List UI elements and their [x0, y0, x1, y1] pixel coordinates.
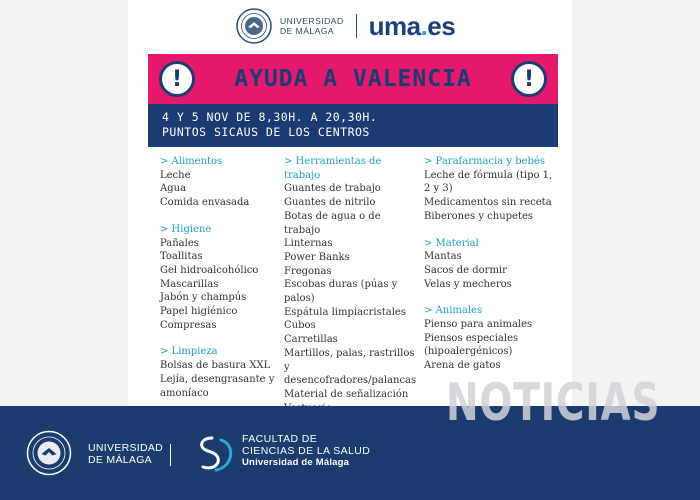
- category-title: > Limpieza: [160, 346, 218, 358]
- announcement-poster: [128, 0, 572, 410]
- alert-icon: !: [511, 61, 547, 97]
- list-item: Pienso para animales: [424, 319, 533, 331]
- list-item: Mantas: [424, 251, 462, 263]
- footer-divider: [170, 444, 171, 466]
- uma-logo-name: uma: [368, 10, 421, 41]
- footer-university-line2: DE MÁLAGA: [88, 454, 152, 466]
- list-item: Biberones y chupetes: [424, 210, 534, 222]
- list-item: Comida envasada: [160, 197, 250, 209]
- list-item: Lejía, desengrasante y: [160, 373, 275, 385]
- list-item: Piensos especiales: [424, 332, 519, 344]
- headline-title: AYUDA A VALENCIA: [234, 66, 472, 92]
- list-item: Bolsas de basura XXL: [160, 360, 271, 372]
- category-title: > Higiene: [160, 223, 212, 235]
- category-title: > Animales: [424, 305, 483, 317]
- list-item: Guantes de trabajo: [284, 183, 381, 195]
- list-item: amoníaco: [160, 387, 209, 399]
- university-name-line1: UNIVERSIDAD: [280, 16, 344, 26]
- faculty-name-line3: Universidad de Málaga: [242, 457, 350, 468]
- category-title: > Material: [424, 237, 479, 249]
- category-parafarmacia: [424, 155, 554, 224]
- list-item: Agua: [160, 183, 187, 195]
- schedule-location: PUNTOS SICAUS DE LOS CENTROS: [162, 125, 370, 139]
- uma-logo-dot: .: [420, 10, 428, 41]
- university-name-line2: DE MÁLAGA: [280, 26, 335, 36]
- university-seal-icon: [236, 8, 272, 44]
- category-title: > Herramientas de trabajo: [284, 156, 382, 181]
- category-alimentos: [160, 155, 280, 210]
- category-material: [424, 237, 554, 292]
- list-item: Material de señalización: [284, 388, 409, 400]
- schedule-banner: [148, 104, 558, 147]
- category-higiene: [160, 223, 280, 333]
- list-item: Gel hidroalcohólico: [160, 264, 259, 276]
- schedule-dates: 4 Y 5 NOV DE 8,30H. A 20,30H.: [162, 110, 378, 124]
- list-column: [284, 155, 419, 442]
- list-item: Papel higiénico: [160, 306, 238, 318]
- list-item: Leche: [160, 169, 191, 181]
- list-item: Power Banks: [284, 251, 350, 263]
- list-item: Compresas: [160, 319, 217, 331]
- list-item: Medicamentos sin receta: [424, 197, 552, 209]
- list-item: desencofradores/palancas: [284, 375, 417, 387]
- uma-logo-tld: es: [427, 10, 456, 41]
- list-item: Martillos, palas, rastrillos y: [284, 347, 415, 373]
- list-item: Jabón y champús: [160, 292, 247, 304]
- list-item: Velas y mecheros: [424, 278, 512, 290]
- list-item: Sacos de dormir: [424, 264, 507, 276]
- list-item: Cubos: [284, 320, 316, 332]
- list-item: Pañales: [160, 237, 199, 249]
- category-limpieza: [160, 345, 280, 400]
- faculty-name-line1: FACULTAD DE: [242, 433, 318, 445]
- footer-university-line1: UNIVERSIDAD: [88, 442, 164, 454]
- alert-icon: !: [159, 61, 195, 97]
- list-item: Botas de agua o de trabajo: [284, 210, 381, 236]
- list-column: [160, 155, 280, 413]
- category-animales: [424, 304, 554, 373]
- university-seal-icon: [26, 430, 72, 476]
- faculty-name-line2: CIENCIAS DE LA SALUD: [242, 445, 371, 457]
- list-item: Mascarillas: [160, 278, 219, 290]
- list-item: Fregonas: [284, 265, 332, 277]
- faculty-name: [242, 433, 370, 469]
- list-item: Linternas: [284, 238, 333, 250]
- poster-brand-header: [236, 6, 455, 46]
- list-item: (hipoalergénicos): [424, 346, 513, 358]
- footer-university-name: [88, 442, 163, 466]
- uma-es-logo: [369, 11, 456, 42]
- list-item: Arena de gatos: [424, 360, 501, 372]
- category-herramientas: [284, 155, 419, 429]
- university-name: [280, 16, 344, 36]
- list-item: Toallitas: [160, 251, 203, 263]
- category-title: > Parafarmacia y bebés: [424, 156, 545, 167]
- list-item: Escobas duras (púas y: [284, 279, 398, 291]
- list-item: Carretillas: [284, 334, 338, 346]
- list-item: Guantes de nitrilo: [284, 197, 376, 209]
- faculty-logo-icon: [194, 434, 236, 474]
- list-item: 2 y 3): [424, 183, 453, 195]
- list-item: Leche de fórmula (tipo 1,: [424, 169, 553, 181]
- brand-divider: [356, 14, 357, 38]
- list-item: Espátula limpiacristales: [284, 306, 406, 318]
- category-title: > Alimentos: [160, 156, 223, 167]
- headline-banner: [148, 54, 558, 104]
- noticias-overlay-label: NOTICIAS: [446, 373, 661, 433]
- list-column: [424, 155, 554, 386]
- list-item: palos): [284, 293, 315, 305]
